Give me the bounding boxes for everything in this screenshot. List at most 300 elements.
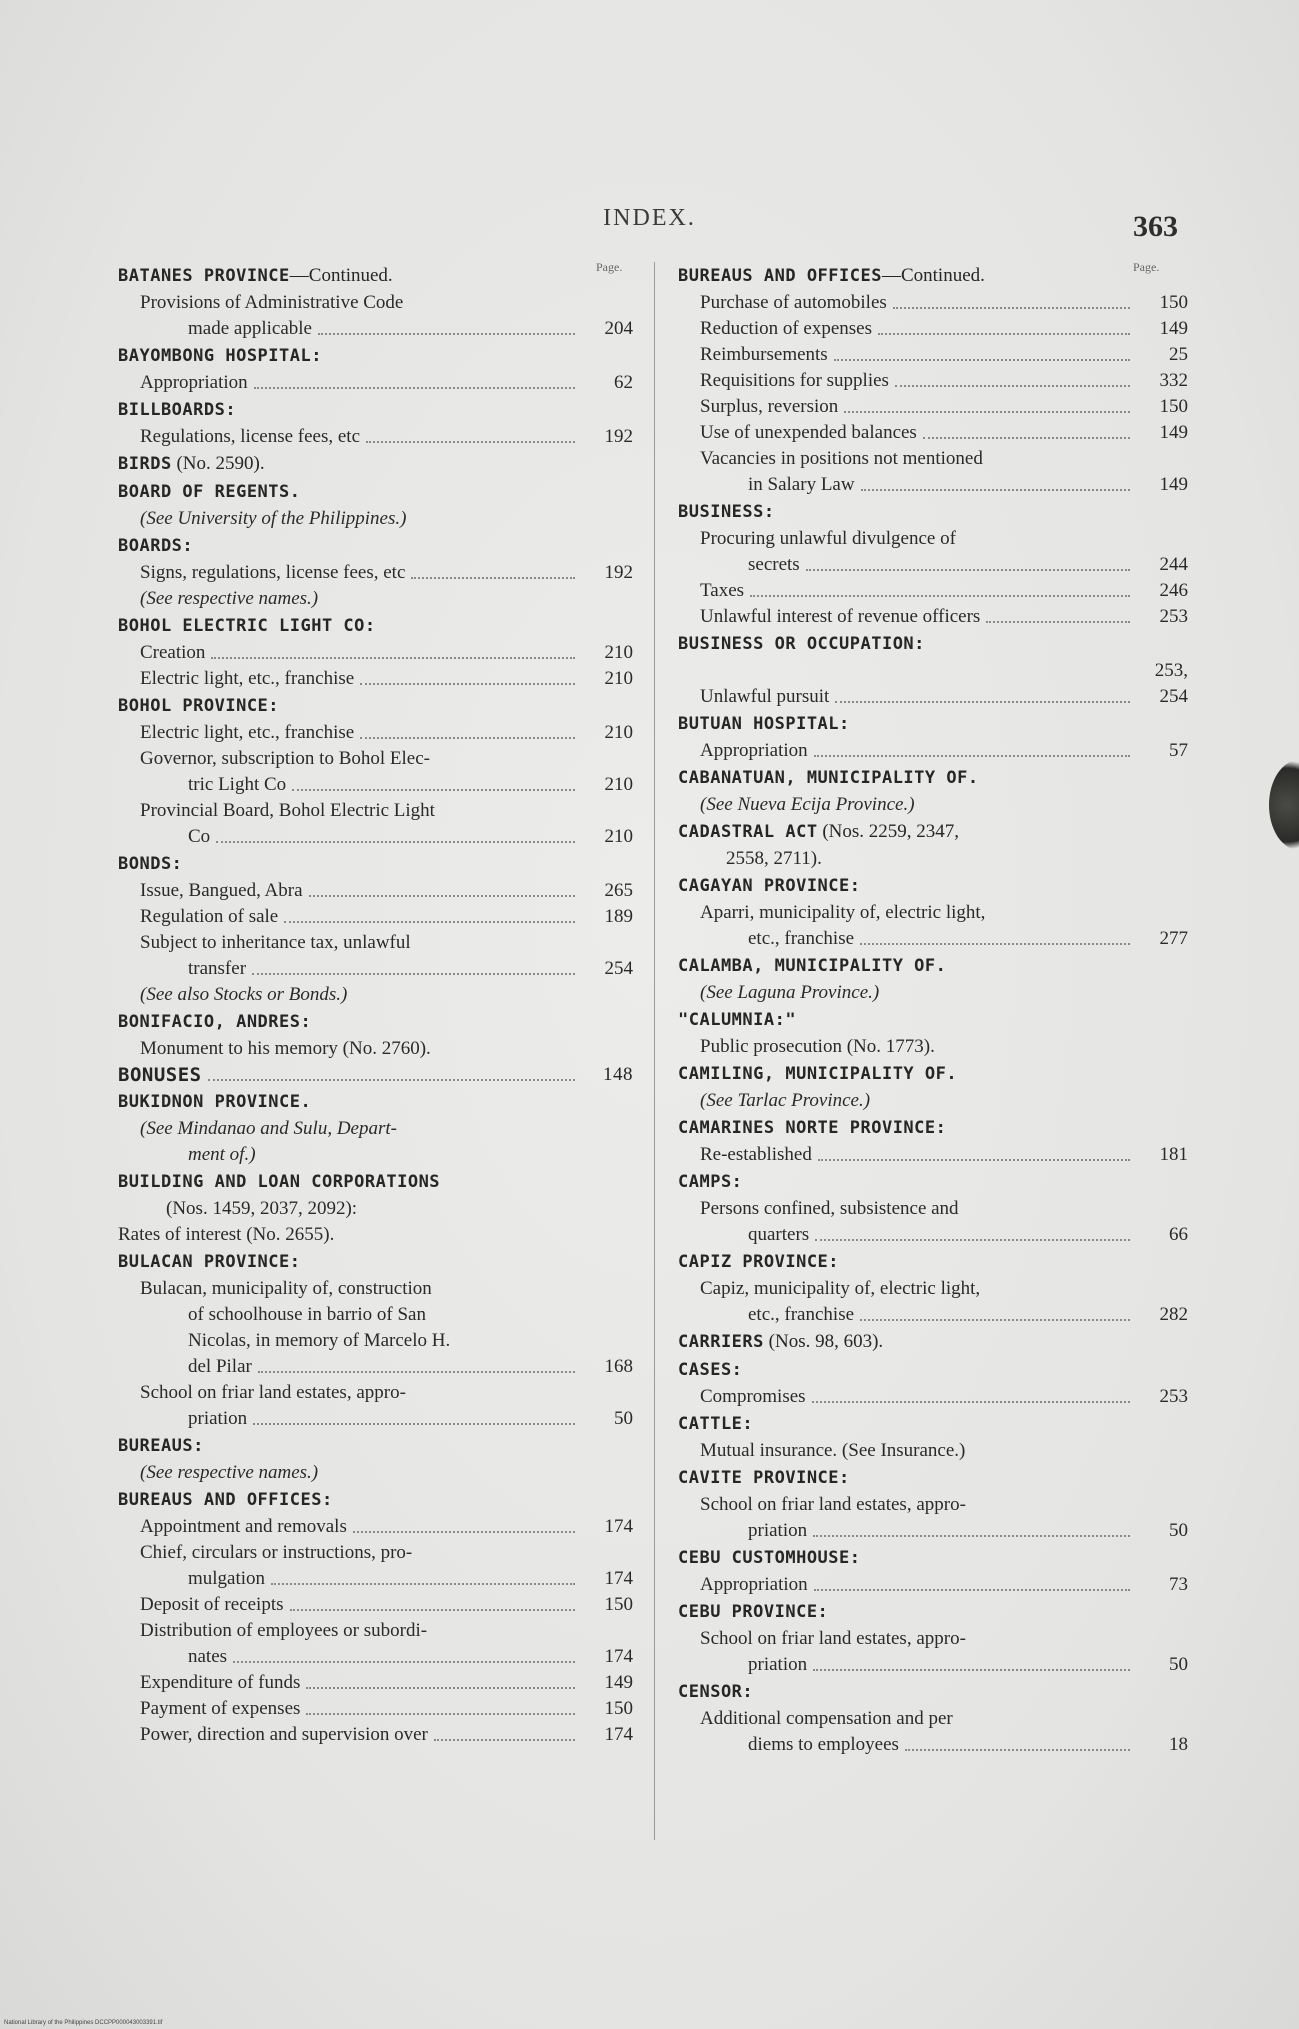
leader-dots — [814, 1589, 1130, 1591]
leader-dots — [253, 1423, 575, 1425]
heading-tail: (Nos. 98, 603). — [763, 1331, 884, 1352]
page-ref: 150 — [604, 1698, 633, 1719]
page-ref: 148 — [603, 1064, 633, 1085]
entry-line — [118, 904, 633, 930]
leader-dots — [254, 387, 575, 389]
index-entry — [678, 1328, 1188, 1356]
heading-text: BONUSES — [118, 1064, 202, 1086]
entry-line — [678, 1518, 1188, 1544]
entry-line — [118, 1514, 633, 1540]
index-entry — [678, 1410, 1188, 1464]
leader-dots — [835, 701, 1130, 703]
line-text: nates — [188, 1646, 228, 1667]
entry-heading — [118, 1248, 633, 1276]
heading-tail: —Continued. — [289, 265, 393, 286]
heading-text: CADASTRAL ACT — [678, 822, 818, 842]
leader-dots — [216, 841, 575, 843]
heading-text: BONIFACIO, ANDRES: — [118, 1012, 312, 1032]
page-column-label: Page. — [1133, 260, 1160, 274]
entry-heading — [118, 342, 633, 370]
entry-heading — [678, 1248, 1188, 1276]
line-text: tric Light Co — [188, 774, 287, 795]
leader-dots — [271, 1583, 575, 1585]
index-entry — [678, 630, 1188, 710]
entry-line: ment of.) — [188, 1144, 256, 1165]
page-ref: 18 — [1169, 1734, 1188, 1755]
line-text: etc., franchise — [748, 928, 855, 949]
heading-text: BUSINESS OR OCCUPATION: — [678, 634, 925, 654]
entry-line: Aparri, municipality of, electric light, — [700, 902, 986, 923]
entry-line — [678, 420, 1188, 446]
entry-heading — [678, 1114, 1188, 1142]
heading-tail: (No. 2590). — [171, 453, 265, 474]
page-ref: 149 — [1159, 422, 1188, 443]
entry-heading — [678, 764, 1188, 792]
index-entry — [678, 1168, 1188, 1248]
page-ref: 282 — [1159, 1304, 1188, 1325]
page-number: 363 — [1133, 210, 1178, 243]
index-entry — [678, 952, 1188, 1006]
entry-line: (See respective names.) — [140, 588, 319, 609]
index-entry — [118, 1486, 633, 1748]
running-title: INDEX. — [603, 205, 696, 231]
line-text: priation — [748, 1520, 808, 1541]
heading-text: CAGAYAN PROVINCE: — [678, 876, 861, 896]
leader-dots — [895, 385, 1130, 387]
page-ref: 50 — [1169, 1654, 1188, 1675]
entry-line: Vacancies in positions not mentioned — [700, 448, 983, 469]
scan-thumb-shadow — [1269, 760, 1299, 850]
line-text: Use of unexpended balances — [700, 422, 917, 443]
heading-tail: —Continued. — [881, 265, 985, 286]
heading-text: "CALUMNIA:" — [678, 1010, 797, 1030]
heading-text: CABANATUAN, MUNICIPALITY OF. — [678, 768, 979, 788]
heading-text: BUILDING AND LOAN CORPORATIONS — [118, 1172, 441, 1192]
page-ref: 210 — [604, 826, 633, 847]
entry-line — [118, 1592, 633, 1618]
index-entry — [678, 764, 1188, 818]
entry-heading — [118, 262, 633, 290]
heading-text: CATTLE: — [678, 1414, 754, 1434]
entry-line: Chief, circulars or instructions, pro- — [140, 1542, 413, 1563]
entry-heading — [118, 692, 633, 720]
leader-dots — [834, 359, 1130, 361]
page-ref: 149 — [1159, 474, 1188, 495]
entry-line — [118, 424, 633, 450]
heading-text: BUREAUS: — [118, 1436, 204, 1456]
entry-line — [678, 394, 1188, 420]
entry-line: Procuring unlawful divulgence of — [700, 528, 956, 549]
entry-line — [118, 1406, 633, 1432]
entry-heading — [118, 850, 633, 878]
entry-line: (See Laguna Province.) — [700, 982, 880, 1003]
entry-heading — [678, 630, 1188, 658]
line-text: Appropriation — [140, 372, 248, 393]
line-text: Regulations, license fees, etc — [140, 426, 361, 447]
entry-line — [118, 1566, 633, 1592]
leader-dots — [844, 411, 1130, 413]
entry-line: School on friar land estates, appro- — [140, 1382, 406, 1403]
entry-line — [678, 604, 1188, 630]
heading-text: CEBU CUSTOMHOUSE: — [678, 1548, 861, 1568]
entry-heading — [678, 818, 1188, 846]
line-text: Payment of expenses — [140, 1698, 301, 1719]
page-ref: 254 — [604, 958, 633, 979]
heading-text: BONDS: — [118, 854, 183, 874]
index-entries-left — [118, 262, 633, 1748]
leader-dots — [986, 621, 1130, 623]
index-entry — [118, 262, 633, 342]
page-ref: 210 — [604, 722, 633, 743]
entry-heading — [678, 1464, 1188, 1492]
leader-dots — [905, 1749, 1130, 1751]
scan-footer-text: National Library of the Philippines DCCPP000043003391.tif — [4, 2020, 163, 2026]
entry-line: Mutual insurance. (See Insurance.) — [700, 1440, 966, 1461]
leader-dots — [411, 577, 575, 579]
index-entries-right — [678, 262, 1188, 1758]
heading-text: BUSINESS: — [678, 502, 775, 522]
entry-line — [118, 1644, 633, 1670]
entry-heading — [678, 1328, 1188, 1356]
leader-dots — [818, 1159, 1130, 1161]
line-text: Co — [188, 826, 211, 847]
leader-dots — [306, 1687, 575, 1689]
entry-heading — [678, 1678, 1188, 1706]
entry-line: Capiz, municipality of, electric light, — [700, 1278, 981, 1299]
index-entry — [678, 710, 1188, 764]
entry-line: Persons confined, subsistence and — [700, 1198, 959, 1219]
entry-line — [118, 1670, 633, 1696]
entry-line — [118, 1696, 633, 1722]
line-text: in Salary Law — [748, 474, 855, 495]
leader-dots — [814, 755, 1130, 757]
entry-line: (See Tarlac Province.) — [700, 1090, 871, 1111]
entry-line: (See also Stocks or Bonds.) — [140, 984, 348, 1005]
entry-line: (Nos. 1459, 2037, 2092): — [166, 1198, 358, 1219]
entry-line — [678, 1732, 1188, 1758]
index-entry — [678, 1006, 1188, 1060]
index-entry — [118, 1088, 633, 1168]
entry-line — [118, 720, 633, 746]
page-ref: 66 — [1169, 1224, 1188, 1245]
line-text: etc., franchise — [748, 1304, 855, 1325]
entry-line: Provisions of Administrative Code — [140, 292, 404, 313]
entry-line: (See Nueva Ecija Province.) — [700, 794, 915, 815]
heading-text: CASES: — [678, 1360, 743, 1380]
line-text: Reimbursements — [700, 344, 828, 365]
line-text: Unlawful pursuit — [700, 686, 830, 707]
line-text: Requisitions for supplies — [700, 370, 889, 391]
leader-dots — [309, 895, 575, 897]
index-entry — [118, 396, 633, 450]
index-entry — [118, 850, 633, 1008]
leader-dots — [434, 1739, 575, 1741]
page-ref: 192 — [604, 562, 633, 583]
page-ref: 174 — [604, 1646, 633, 1667]
index-entry — [118, 1432, 633, 1486]
entry-line — [678, 290, 1188, 316]
heading-text: CENSOR: — [678, 1682, 754, 1702]
page-ref: 62 — [614, 372, 633, 393]
page-ref: 189 — [604, 906, 633, 927]
entry-heading — [118, 450, 633, 478]
index-entry — [118, 532, 633, 612]
line-text: Electric light, etc., franchise — [140, 722, 355, 743]
line-text: transfer — [188, 958, 247, 979]
index-column-right — [678, 262, 1188, 1758]
heading-text: CAMARINES NORTE PROVINCE: — [678, 1118, 947, 1138]
page-ref: 168 — [604, 1356, 633, 1377]
page-column-label: Page. — [596, 260, 623, 274]
index-entry — [118, 1008, 633, 1062]
page-ref: 210 — [604, 642, 633, 663]
entry-heading — [118, 478, 633, 506]
heading-text: BILLBOARDS: — [118, 400, 237, 420]
line-text: Reduction of expenses — [700, 318, 873, 339]
entry-line — [678, 552, 1188, 578]
heading-text: BUREAUS AND OFFICES — [678, 266, 882, 286]
entry-line — [678, 1222, 1188, 1248]
line-text: mulgation — [188, 1568, 266, 1589]
entry-line: (See Mindanao and Sulu, Depart- — [140, 1118, 397, 1139]
line-text: Unlawful interest of revenue officers — [700, 606, 981, 627]
entry-heading — [678, 1060, 1188, 1088]
index-entry — [678, 1248, 1188, 1328]
index-entry — [118, 342, 633, 396]
leader-dots — [306, 1713, 575, 1715]
heading-tail: (Nos. 2259, 2347, — [817, 821, 960, 842]
index-entry — [678, 1464, 1188, 1544]
line-text: del Pilar — [188, 1356, 252, 1377]
entry-line: School on friar land estates, appro- — [700, 1628, 966, 1649]
leader-dots — [813, 1669, 1130, 1671]
heading-text: CAPIZ PROVINCE: — [678, 1252, 840, 1272]
index-entry — [118, 1248, 633, 1432]
leader-dots — [812, 1401, 1130, 1403]
entry-line — [118, 640, 633, 666]
page-ref: 149 — [604, 1672, 633, 1693]
line-text: Signs, regulations, license fees, etc — [140, 562, 406, 583]
heading-text: BOARDS: — [118, 536, 194, 556]
entry-heading — [678, 498, 1188, 526]
entry-line — [118, 666, 633, 692]
entry-heading — [118, 1008, 633, 1036]
leader-dots — [208, 1079, 575, 1081]
index-entry — [678, 1114, 1188, 1168]
page-ref: 174 — [604, 1724, 633, 1745]
heading-text: CARRIERS — [678, 1332, 764, 1352]
line-text: Creation — [140, 642, 206, 663]
page-ref: 332 — [1159, 370, 1188, 391]
line-text: quarters — [748, 1224, 810, 1245]
entry-line — [118, 824, 633, 850]
leader-dots — [893, 307, 1130, 309]
line-text: Appropriation — [700, 1574, 808, 1595]
page-ref: 246 — [1159, 580, 1188, 601]
entry-line — [118, 560, 633, 586]
leader-dots — [233, 1661, 575, 1663]
entry-line: Nicolas, in memory of Marcelo H. — [188, 1330, 451, 1351]
leader-dots — [366, 441, 575, 443]
page-ref: 174 — [604, 1568, 633, 1589]
leader-dots — [923, 437, 1130, 439]
entry-line: (See respective names.) — [140, 1462, 319, 1483]
entry-line — [678, 368, 1188, 394]
entry-line: Rates of interest (No. 2655). — [118, 1224, 335, 1245]
line-text: Expenditure of funds — [140, 1672, 301, 1693]
entry-heading — [678, 872, 1188, 900]
line-text: Regulation of sale — [140, 906, 279, 927]
entry-heading — [118, 612, 633, 640]
entry-line: Subject to inheritance tax, unlawful — [140, 932, 411, 953]
page-ref: 253 — [1159, 1386, 1188, 1407]
entry-line: 2558, 2711). — [726, 848, 822, 869]
index-entry — [118, 1062, 633, 1088]
index-entry — [118, 612, 633, 692]
index-entry — [118, 478, 633, 532]
entry-heading — [118, 1486, 633, 1514]
entry-line — [678, 342, 1188, 368]
entry-heading — [118, 532, 633, 560]
entry-line — [678, 658, 1188, 710]
heading-text: CAMPS: — [678, 1172, 743, 1192]
page-ref: 50 — [1169, 1520, 1188, 1541]
entry-heading — [118, 1088, 633, 1116]
line-text: Appointment and removals — [140, 1516, 347, 1537]
entry-line — [118, 878, 633, 904]
line-text: Re-established — [700, 1144, 812, 1165]
page-ref: 265 — [604, 880, 633, 901]
entry-line — [678, 738, 1188, 764]
entry-line: Governor, subscription to Bohol Elec- — [140, 748, 430, 769]
entry-heading — [118, 1432, 633, 1460]
line-text: Electric light, etc., franchise — [140, 668, 355, 689]
entry-line — [678, 1572, 1188, 1598]
line-text: Purchase of automobiles — [700, 292, 887, 313]
entry-line — [118, 956, 633, 982]
heading-text: BOHOL PROVINCE: — [118, 696, 280, 716]
line-text: Appropriation — [700, 740, 808, 761]
entry-line — [678, 1142, 1188, 1168]
entry-line — [678, 578, 1188, 604]
page-ref: 149 — [1159, 318, 1188, 339]
page-ref: 204 — [604, 318, 633, 339]
entry-line: Distribution of employees or subordi- — [140, 1620, 428, 1641]
leader-dots — [860, 1319, 1130, 1321]
heading-text: BATANES PROVINCE — [118, 266, 290, 286]
entry-heading — [678, 1410, 1188, 1438]
entry-line — [678, 1652, 1188, 1678]
entry-heading — [678, 710, 1188, 738]
index-entry — [678, 872, 1188, 952]
line-text: Issue, Bangued, Abra — [140, 880, 303, 901]
leader-dots — [318, 333, 575, 335]
index-entry — [678, 262, 1188, 498]
index-entry — [118, 1168, 633, 1248]
leader-dots — [360, 737, 575, 739]
entry-line: of schoolhouse in barrio of San — [188, 1304, 426, 1325]
leader-dots — [861, 489, 1130, 491]
entry-line — [118, 1722, 633, 1748]
line-text: Compromises — [700, 1386, 806, 1407]
index-entry — [118, 692, 633, 850]
entry-line: Bulacan, municipality of, construction — [140, 1278, 432, 1299]
entry-heading — [678, 952, 1188, 980]
entry-heading — [678, 262, 1188, 290]
entry-line: Monument to his memory (No. 2760). — [140, 1038, 431, 1059]
entry-line: School on friar land estates, appro- — [700, 1494, 966, 1515]
entry-line: Provincial Board, Bohol Electric Light — [140, 800, 435, 821]
leader-dots — [878, 333, 1130, 335]
entry-line — [118, 370, 633, 396]
entry-line: Additional compensation and per — [700, 1708, 953, 1729]
entry-line — [678, 316, 1188, 342]
heading-text: CALAMBA, MUNICIPALITY OF. — [678, 956, 947, 976]
page-ref: 174 — [604, 1516, 633, 1537]
page-ref: 210 — [604, 668, 633, 689]
column-divider — [654, 262, 655, 1840]
page-ref: 192 — [604, 426, 633, 447]
heading-text: BOHOL ELECTRIC LIGHT CO: — [118, 616, 376, 636]
page-ref: 210 — [604, 774, 633, 795]
leader-dots — [860, 943, 1130, 945]
leader-dots — [211, 657, 575, 659]
line-text: diems to employees — [748, 1734, 899, 1755]
leader-dots — [813, 1535, 1130, 1537]
index-column-left — [118, 262, 633, 1748]
heading-text: BOARD OF REGENTS. — [118, 482, 301, 502]
entry-line — [118, 1354, 633, 1380]
entry-line — [678, 1384, 1188, 1410]
line-text: Taxes — [700, 580, 745, 601]
heading-text: CAVITE PROVINCE: — [678, 1468, 850, 1488]
page-ref: 244 — [1159, 554, 1188, 575]
heading-text: BIRDS — [118, 454, 172, 474]
index-entry — [118, 450, 633, 478]
entry-line — [678, 926, 1188, 952]
page-ref: 253 — [1159, 606, 1188, 627]
index-entry — [678, 1544, 1188, 1598]
heading-text: BULACAN PROVINCE: — [118, 1252, 301, 1272]
leader-dots — [252, 973, 575, 975]
page-ref: 277 — [1159, 928, 1188, 949]
index-entry — [678, 1678, 1188, 1758]
entry-line — [118, 316, 633, 342]
index-entry — [678, 1060, 1188, 1114]
heading-text: BUKIDNON PROVINCE. — [118, 1092, 312, 1112]
leader-dots — [258, 1371, 575, 1373]
line-text: secrets — [748, 554, 800, 575]
page-ref: 150 — [1159, 396, 1188, 417]
entry-line: (See University of the Philippines.) — [140, 508, 407, 529]
leader-dots — [806, 569, 1130, 571]
page-ref: 150 — [604, 1594, 633, 1615]
entry-heading — [678, 1006, 1188, 1034]
index-entry — [678, 818, 1188, 872]
heading-text: CEBU PROVINCE: — [678, 1602, 829, 1622]
leader-dots — [815, 1239, 1130, 1241]
index-entry — [678, 1598, 1188, 1678]
leader-dots — [284, 921, 575, 923]
line-text: made applicable — [188, 318, 312, 339]
entry-heading — [678, 1598, 1188, 1626]
entry-heading — [118, 1062, 633, 1088]
page-ref: 253, 254 — [1154, 660, 1188, 707]
leader-dots — [750, 595, 1130, 597]
leader-dots — [360, 683, 575, 685]
page-ref: 25 — [1169, 344, 1188, 365]
heading-text: CAMILING, MUNICIPALITY OF. — [678, 1064, 958, 1084]
